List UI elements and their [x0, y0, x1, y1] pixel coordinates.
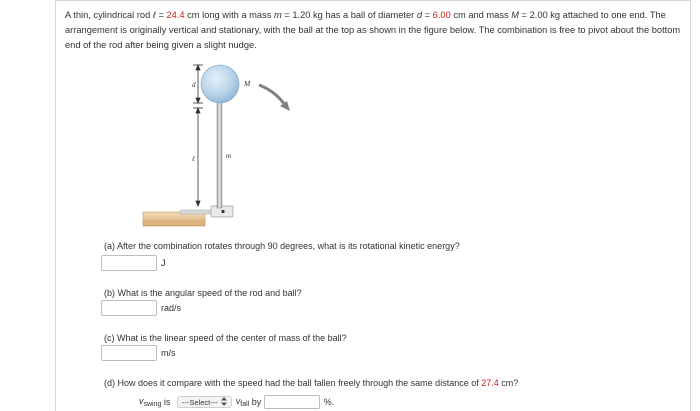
select-value: ---Select--- — [181, 397, 218, 407]
question-c: (c) What is the linear speed of the center of mass of the ball? — [104, 333, 347, 343]
answer-input-b[interactable] — [101, 300, 157, 316]
comparison-select[interactable] — [177, 396, 232, 408]
question-b: (b) What is the angular speed of the rod and ball? — [104, 288, 302, 298]
label-m: m — [226, 152, 232, 160]
answer-input-a[interactable] — [101, 255, 157, 271]
is-text: is — [161, 397, 173, 407]
rotation-arrow-icon — [259, 85, 290, 111]
select-arrows-icon — [221, 397, 227, 408]
panel-top-border — [55, 0, 691, 1]
answer-input-c[interactable] — [101, 345, 157, 361]
question-d: (d) How does it compare with the speed had the ball fallen freely through the same distance of 27.4 cm? — [104, 378, 519, 388]
label-ell: ℓ — [192, 155, 195, 163]
fall-distance-value: 27.4 — [481, 378, 499, 388]
rod-length-value: 24.4 — [166, 10, 185, 20]
label-M: M — [244, 79, 251, 88]
answer-row-b — [101, 300, 181, 316]
rod — [217, 98, 222, 208]
unit-d: %. — [323, 397, 335, 407]
rod-ball-figure — [135, 60, 315, 235]
v-fall-label: $v_{fall}$ — [235, 396, 250, 408]
pivot-base — [180, 210, 210, 214]
label-d: d — [192, 81, 196, 89]
unit-a: J — [161, 258, 166, 268]
unit-b: rad/s — [161, 303, 182, 313]
unit-c: m/s — [161, 348, 176, 358]
diameter-value: 6.00 — [432, 10, 451, 20]
pivot-point — [221, 210, 224, 213]
question-a: (a) After the combination rotates through 90 degrees, what is its rotational kinetic energy? — [104, 241, 460, 251]
v-swing-label: $v_{swing}$ — [139, 396, 162, 408]
ball — [201, 65, 239, 103]
problem-statement: A thin, cylindrical rod ℓ = 24.4 cm long with a mass m = 1.20 kg has a ball of diameter d = 6.00 cm and mass M = 2.00 kg attached to one end. The arrangement is originally vertical and stationary, with the ball at the top as shown in the figure below. The combination is free to pivot about the bottom end of the rod after being given a slight nudge. — [65, 10, 681, 50]
answer-row-c — [101, 345, 176, 361]
answer-row-d — [139, 395, 334, 409]
by-text: by — [249, 397, 264, 407]
answer-row-a — [101, 255, 166, 271]
answer-input-d[interactable] — [264, 395, 320, 409]
